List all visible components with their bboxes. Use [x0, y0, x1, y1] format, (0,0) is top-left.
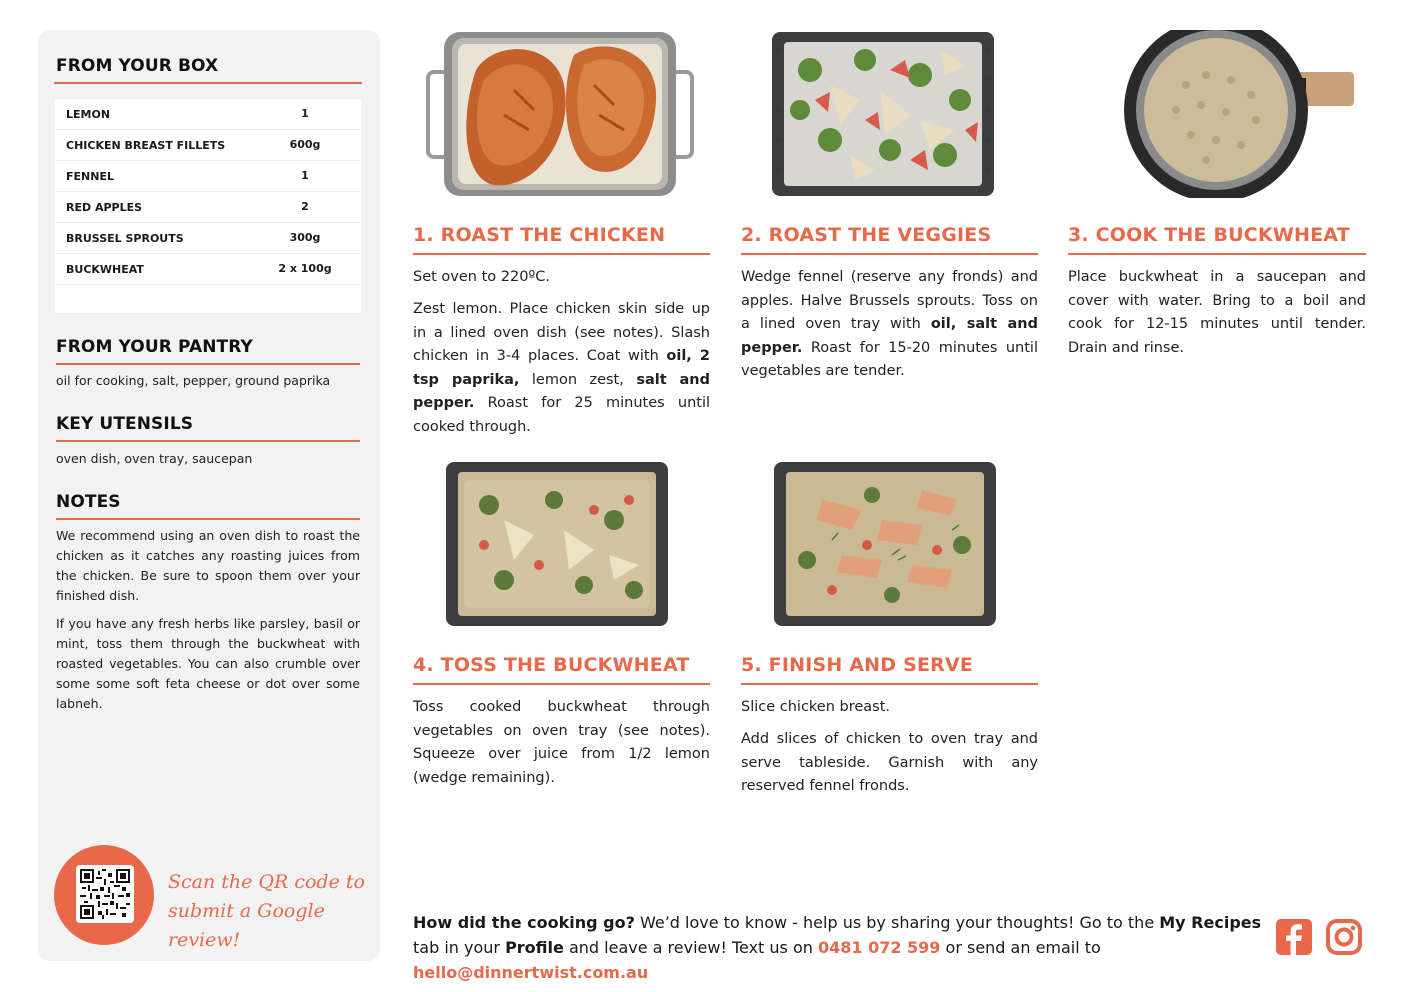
ingredient-qty: 1 [301, 169, 309, 182]
instagram-icon[interactable] [1325, 918, 1363, 956]
footer-text: We’d love to know - help us by sharing your thoughts! Go to the [634, 913, 1160, 932]
footer-text: and leave a review! Text us on [563, 938, 818, 957]
ingredient-name: LEMON [66, 108, 111, 121]
ingredient-name: BRUSSEL SPROUTS [66, 232, 184, 245]
ingredient-qty: 2 [301, 200, 309, 213]
step-text: Roast for 25 minutes until cooked through. [413, 395, 710, 435]
step-2-title: 2. ROAST THE VEGGIES [741, 224, 992, 246]
ingredient-qty: 1 [301, 107, 309, 120]
feedback-footer [413, 910, 1263, 985]
step-text-bold: salt and pepper. [413, 371, 711, 411]
table-row [55, 161, 361, 192]
roast-chicken-photo [424, 30, 696, 198]
pantry-text: oil for cooking, salt, pepper, ground paprika [56, 373, 331, 388]
finish-and-serve-photo [772, 460, 998, 628]
table-row [55, 99, 361, 130]
roast-veggies-photo [770, 30, 996, 198]
heading-divider [54, 82, 362, 84]
my-recipes-label: My Recipes [1159, 913, 1262, 932]
heading-divider [56, 363, 360, 365]
utensils-heading: KEY UTENSILS [56, 414, 194, 434]
step-text: Roast for 15-20 minutes until vegetables are tender. [741, 339, 1038, 379]
ingredient-qty: 300g [289, 231, 321, 244]
ingredient-name: RED APPLES [66, 201, 143, 214]
table-row [55, 223, 361, 254]
step-4-paragraph: Toss cooked buckwheat through vegetables on oven tray (see notes). Squeeze over juice from 1/2 lemon (wedge remaining). [413, 699, 710, 786]
profile-label: Profile [505, 938, 564, 957]
step-text: Zest lemon. Place chicken skin side up in a lined oven dish (see notes). Slash chicken in 3-4 places. Coat with [413, 301, 710, 364]
ingredient-name: FENNEL [66, 170, 114, 183]
table-row [55, 192, 361, 223]
pantry-heading: FROM YOUR PANTRY [56, 337, 253, 357]
step-4-title: 4. TOSS THE BUCKWHEAT [413, 654, 690, 676]
toss-buckwheat-photo [444, 460, 670, 628]
facebook-icon[interactable] [1275, 918, 1313, 956]
ingredient-qty: 600g [289, 138, 321, 151]
heading-divider [56, 518, 360, 520]
footer-question: How did the cooking go? [413, 913, 635, 932]
table-row [55, 254, 361, 285]
step-5-paragraph: Slice chicken breast. [741, 699, 891, 715]
cook-buckwheat-photo [1106, 30, 1356, 198]
step-text: Wedge fennel (reserve any fronds) and apples. Halve Brussels sprouts. Toss on a lined oven tray with [741, 269, 1038, 332]
footer-text: tab in your [413, 938, 506, 957]
step-3-paragraph: Place buckwheat in a saucepan and cover with water. Bring to a boil and cook for 12-15 minutes until tender. Drain and rinse. [1068, 269, 1366, 356]
heading-divider [56, 440, 360, 442]
notes-paragraph: We recommend using an oven dish to roast the chicken as it catches any roasting juices from the chicken. Be sure to spoon them over your finished dish. [56, 528, 360, 603]
step-2-paragraph [741, 266, 1038, 384]
email-link[interactable]: hello@dinnertwist.com.au [413, 963, 649, 982]
step-divider [741, 683, 1038, 685]
qr-code-icon[interactable] [76, 865, 134, 923]
qr-caption-line: Scan the QR code to [168, 871, 365, 893]
step-1-paragraph: Set oven to 220ºC. [413, 269, 550, 285]
qr-caption-line: submit a Google review! [168, 900, 325, 951]
step-divider [413, 683, 710, 685]
ingredients-sidebar [38, 30, 380, 961]
step-text-bold: oil, 2 tsp paprika, [413, 348, 710, 388]
from-your-box-heading: FROM YOUR BOX [56, 56, 219, 76]
notes-paragraph: If you have any fresh herbs like parsley, basil or mint, toss them through the buckwheat with roasted vegetables. You can also crumble over some some soft feta cheese or dot over some labneh. [56, 616, 360, 711]
footer-text: or send an email to [940, 938, 1101, 957]
step-1-title: 1. ROAST THE CHICKEN [413, 224, 666, 246]
step-1-paragraph [413, 298, 710, 439]
ingredient-name: CHICKEN BREAST FILLETS [66, 139, 226, 152]
step-divider [413, 253, 710, 255]
ingredient-qty: 2 x 100g [278, 262, 332, 275]
ingredients-table [55, 99, 361, 313]
step-divider [1068, 253, 1366, 255]
step-text: lemon zest, [519, 371, 637, 388]
step-divider [741, 253, 1038, 255]
table-row [55, 130, 361, 161]
qr-badge [54, 845, 154, 945]
step-5-title: 5. FINISH AND SERVE [741, 654, 974, 676]
phone-link[interactable]: 0481 072 599 [817, 938, 941, 957]
qr-caption [168, 868, 368, 955]
ingredient-name: BUCKWHEAT [66, 263, 144, 276]
step-3-title: 3. COOK THE BUCKWHEAT [1068, 224, 1350, 246]
notes-heading: NOTES [56, 492, 121, 512]
step-text-bold: oil, salt and pepper. [741, 316, 1038, 356]
step-5-paragraph: Add slices of chicken to oven tray and serve tableside. Garnish with any reserved fennel fronds. [741, 731, 1038, 794]
utensils-text: oven dish, oven tray, saucepan [56, 451, 253, 466]
